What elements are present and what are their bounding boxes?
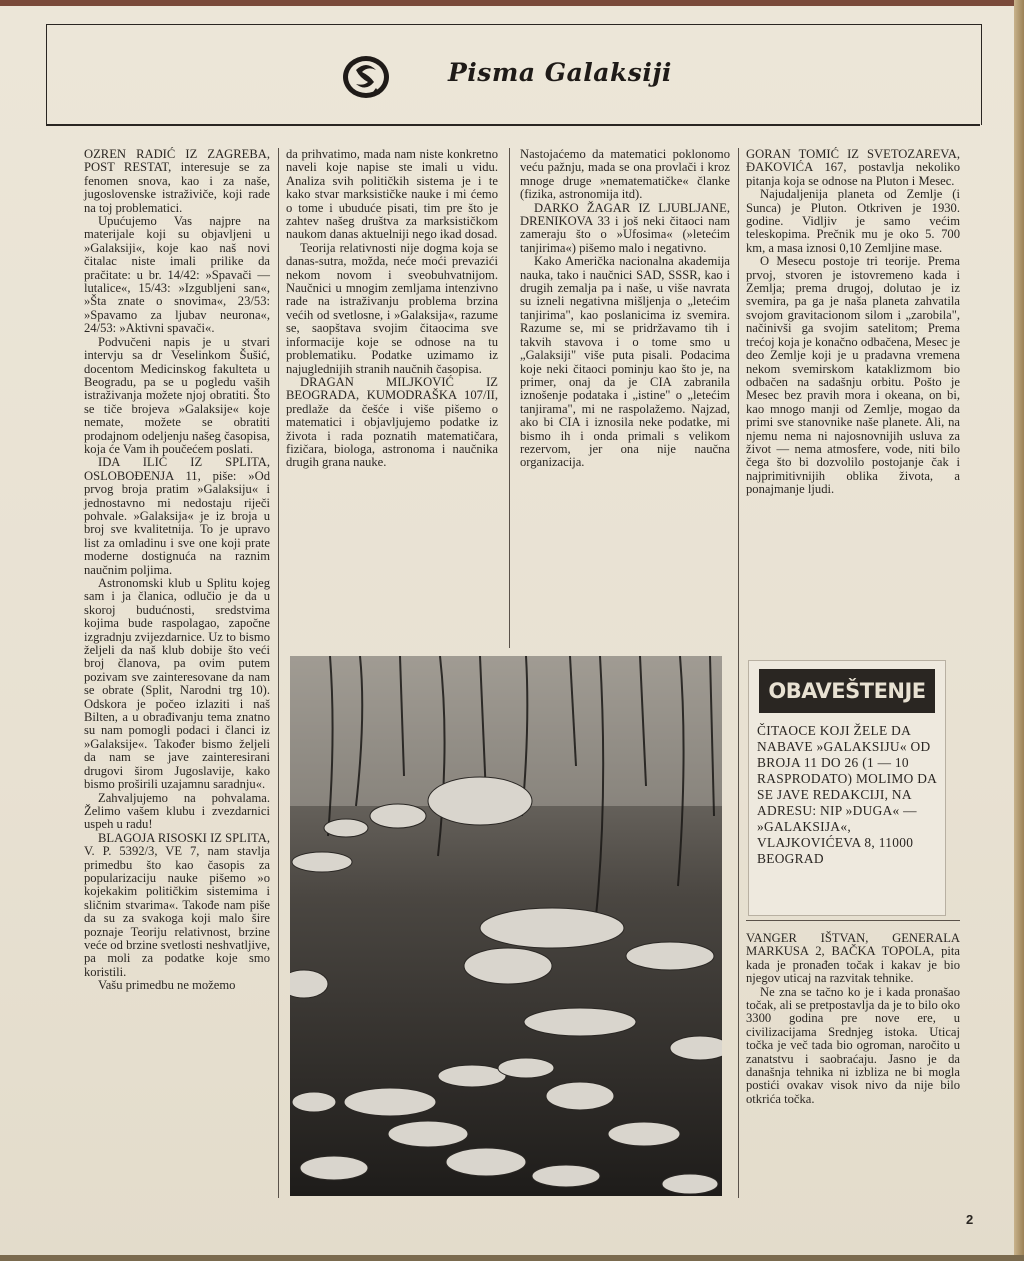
letter-paragraph: DRAGAN MILJKOVIĆ IZ BEOGRADA, KUMODRAŠKA 107/II, predlaže da češće i više pišemo o matematici i objavljujemo podatke iz života i rada poznatih matematičara, fizičara, biologa, astronoma i naučnika drugih grana nauke. [286,374,498,470]
column-divider [509,148,510,648]
water-lilies-image [290,656,722,1196]
page-number: 2 [966,1212,974,1227]
notice-text: ČITAOCE KOJI ŽELE DA NABAVE »GALAKSIJU« OD BROJA 11 DO 26 (1 — 10 RASPRODATO) MOLIMO DA SE JAVE REDAKCIJI, NA ADRESU: NIP »DUGA« — »GALAKSIJA«, VLAJKOVIĆEVA 8, 11000 BEOGRAD [757,723,937,866]
water-lilies-photo [290,656,722,1196]
column-divider [738,148,739,1198]
letter-paragraph: Astronomski klub u Splitu kojeg sam i ja članica, odlučio je da u skoroj budućnosti, sredstvima kojima bude raspolagao, započne izgradnju zvijezdarnice. Uz to bismo željeli da naš klub dobije što veći broj članova, pa ovim putem pozivam sve zainteresovane da nam se obrate (Split, Narodni trg 10). Odskora je počeo izlaziti i naš Bilten, a u obrađivanju tema znatno su nam pomogli podaci i članci iz »Galaksije«. Također bismo željeli da nam se jave zainteresirani drugovi širom Jugoslavije, kako bismo proširili uzajamnu saradnju«. [84,576,270,792]
letter-paragraph: BLAGOJA RISOSKI IZ SPLITA, V. P. 5392/3, VE 7, nam stavlja primedbu što kao časopis za popularizaciju nauke pišemo »o kojekakim političkim sistemima i sličnim stvarima«. Takođe nam piše da su za svakoga koji malo šire poznaje Teoriju relativnost, brzine veće od brzine svetlosti neshvatljive, pa moli za podatke koje smo koristili. [84,830,270,979]
answer-paragraph: Najudaljenija planeta od Zemlje (i Sunca) je Pluton. Otkriven je 1930. godine. Vidljiv je samo većim teleskopima. Prečnik mu je oko 5. 700 km, a masa iznosi 0,10 Zemljine mase. [746,187,960,255]
notice-box [748,660,946,916]
text-column-4 [746,148,960,497]
page-top-edge [0,0,1024,6]
header-rule [46,124,980,126]
page-title: Pisma Galaksiji [448,58,672,87]
letter-paragraph: VANGER IŠTVAN, GENERALA MARKUSA 2, BAČKA TOPOLA, pita kada je pronađen točak i kakav je bio njegov uticaj na razvitak tehnike. [746,931,960,986]
answer-paragraph: Teorija relativnosti nije dogma koja se danas-sutra, možda, neće moći prevazići nekom novom i sveobuhvatnijom. Naučnici u mnogim zemljama intenzivno rade na istraživanju problema brzina većih od svetlosne, i »Galaksija«, razume se, saopštava svojim čitaocima sve informacije koje se odnose na tu problematiku. Podatke uzimamo iz najuglednijih stranih naučnih časopisa. [286,240,498,376]
page-bottom-edge [0,1255,1024,1261]
section-divider [746,920,960,921]
text-column-1 [84,148,270,993]
answer-paragraph: Upućujemo Vas najpre na materijale koji su objavljeni u »Galaksiji«, koje kao naš novi čitalac niste imali prilike da pračitate: u br. 14/42: »Spavači — lutalice«, 15/43: »Izgubljeni san«, »Šta znate o snovima«, 23/53: »Spavamo za ljubav neurona«, 24/53: »Aktivni spavači«. [84,214,270,336]
letter-paragraph: OZREN RADIĆ IZ ZAGREBA, POST RESTAT, interesuje se za fenomen snova, kao i za naše, jugoslovenske istraživiče, koji rade na toj problematici. [84,147,270,215]
answer-paragraph: Nastojaćemo da matematici poklonomo veću pažnju, mada se ona provlači i kroz mnoge druge »nematematičke« članke (fizika, astronomija itd). [520,147,730,202]
text-column-3 [520,148,730,470]
column-divider [278,148,279,1198]
answer-paragraph: Zahvaljujemo na pohvalama. Želimo vašem klubu i zvezdarnici uspeh u radu! [84,790,270,832]
answer-paragraph: Vašu primedbu ne možemo [98,978,236,993]
answer-paragraph: Podvučeni napis je u stvari intervju sa dr Veselinkom Šušić, docentom Medicinskog fakulteta u Beogradu, pa se u pogledu vaših istraživanja možete njoj obratiti. Što se tiče brojeva »Galaksije« koje nemate, možete se obratiti prodajnom odeljenju našeg časopisa, koja će Vam ih poučećem poslati. [84,334,270,456]
notice-heading: OBAVEŠTENJE [759,669,935,713]
answer-paragraph: Ne zna se tačno ko je i kada pronašao točak, ali se pretpostavlja da je to bilo oko 3300 godina pre nove ere, u civilizacijama Srednjeg istoka. Uticaj točka je več tada bio ogroman, naročito u zanatstvu i saobraćaju. Jasno je da današnja tehnika ni izbliza ne bi mogla postići ovakav visok nivo da nije bilo otkrića točka. [746,984,960,1106]
text-column-2 [286,148,498,470]
answer-paragraph: Kako Američka nacionalna akademija nauka, tako i naučnici SAD, SSSR, kao i drugih zemalja pa i naše, u više navrata su izneli negativna mišljenja o „letećim tanjirima", kao poslanicima iz svemira. Razume se, mi se pridržavamo tih i takvih stavova i o tome smo u „Galaksiji" više puta pisali. Podacima koje neki čitaoci pominju kao što je, na primer, onaj da je CIA zabranila iznošenje podataka i „istine" o „letećim tanjirama", mi ne raspolažemo. Najzad, ako bi CIA i iznosila neke podatke, mi bismo ih i onda primali s velikom rezervom, jer ona nije naučna organizacija. [520,254,730,470]
galaksija-logo-icon [340,50,396,100]
text-column-4-lower [746,932,960,1106]
letter-paragraph: IDA ILIĆ IZ SPLITA, OSLOBOĐENJA 11, piše: »Od prvog broja pratim »Galaksiju« i jednostavno mi nedostaju riječi pohvale. »Galaksija« je iz broja u broj sve kvalitetnija. To je upravo list za omladinu i sve one koji prate moderne dostignuća na raznim naučnim poljima. [84,455,270,577]
page-spine-edge [1014,0,1024,1261]
answer-paragraph: da prihvatimo, mada nam niste konkretno naveli koje napise ste imali u vidu. Analiza svih političkih sistema je i te kako stvar marksističke nauke i mi ćemo o tome i ubuduće pisati, tim pre što je zahtev našeg društva za marksističkom naukom danas aktuelniji nego ikad dosad. [286,147,498,242]
letter-paragraph: GORAN TOMIĆ IZ SVETOZAREVA, ĐAKOVIĆA 167, postavlja nekoliko pitanja koja se odnose na Pluton i Mesec. [746,147,960,188]
letter-paragraph: DARKO ŽAGAR IZ LJUBLJANE, DRENIKOVA 33 i još neki čitaoci nam zameraju što o »Ufosima« (»letećim tanjirima«) pišemo malo i negativno. [520,200,730,255]
answer-paragraph: O Mesecu postoje tri teorije. Prema prvoj, stvoren je istovremeno kada i Zemlja; prema drugoj, dolutao je iz svemira, pa ga je naša planeta zahvatila svojom gravitacionom silom i „zarobila", načinivši ga svojim satelitom; Prema trećoj koja je konačno odbačena, Mesec je deo Zemlje koji je u pradavna vremena nekom svemirskom kataklizmom bio odbačen na sadašnju orbitu. Pošto je Mesec bez pravih mora i okeana, on bi, kao mnogo manji od Zemlje, mogao da primi sve stanovnike naše planete. Ali, na njemu nema ni najosnovnijih usluva za život — nema atmosfere, vode, niti bilo čega što bi dozvolilo postojanje čak i najprimitivnijih oblika života, a ponajmanje ljudi. [746,254,960,497]
